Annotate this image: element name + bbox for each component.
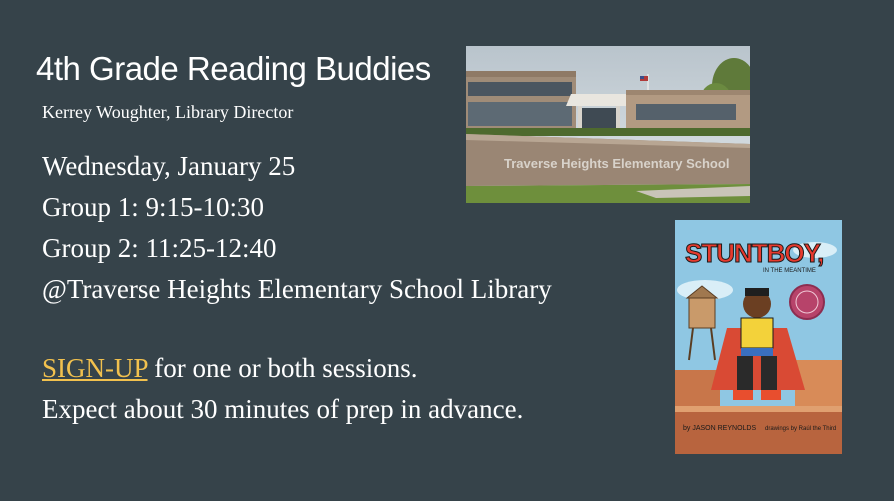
school-photo — [466, 46, 750, 203]
book-title-text: STUNTBOY, — [685, 238, 824, 268]
book-subtitle-text: IN THE MEANTIME — [763, 268, 816, 274]
slide-subtitle: Kerrey Woughter, Library Director — [42, 102, 294, 122]
signup-text: for one or both sessions. — [147, 353, 418, 383]
group-1-time: Group 1: 9:15-10:30 — [42, 192, 264, 222]
signup-section — [42, 348, 523, 430]
book-author-text: by JASON REYNOLDS — [683, 425, 757, 432]
book-illustrator-text: drawings by Raúl the Third — [765, 426, 837, 432]
slide-title: 4th Grade Reading Buddies — [36, 50, 431, 87]
book-cover-image — [675, 220, 842, 454]
signup-link[interactable]: SIGN-UP — [42, 353, 148, 383]
event-location: @Traverse Heights Elementary School Library — [42, 274, 552, 304]
prep-note: Expect about 30 minutes of prep in advance. — [42, 394, 524, 424]
group-2-time: Group 2: 11:25-12:40 — [42, 233, 277, 263]
school-sign-text: Traverse Heights Elementary School — [504, 156, 730, 171]
signup-line — [42, 348, 523, 389]
event-date: Wednesday, January 25 — [42, 151, 296, 181]
